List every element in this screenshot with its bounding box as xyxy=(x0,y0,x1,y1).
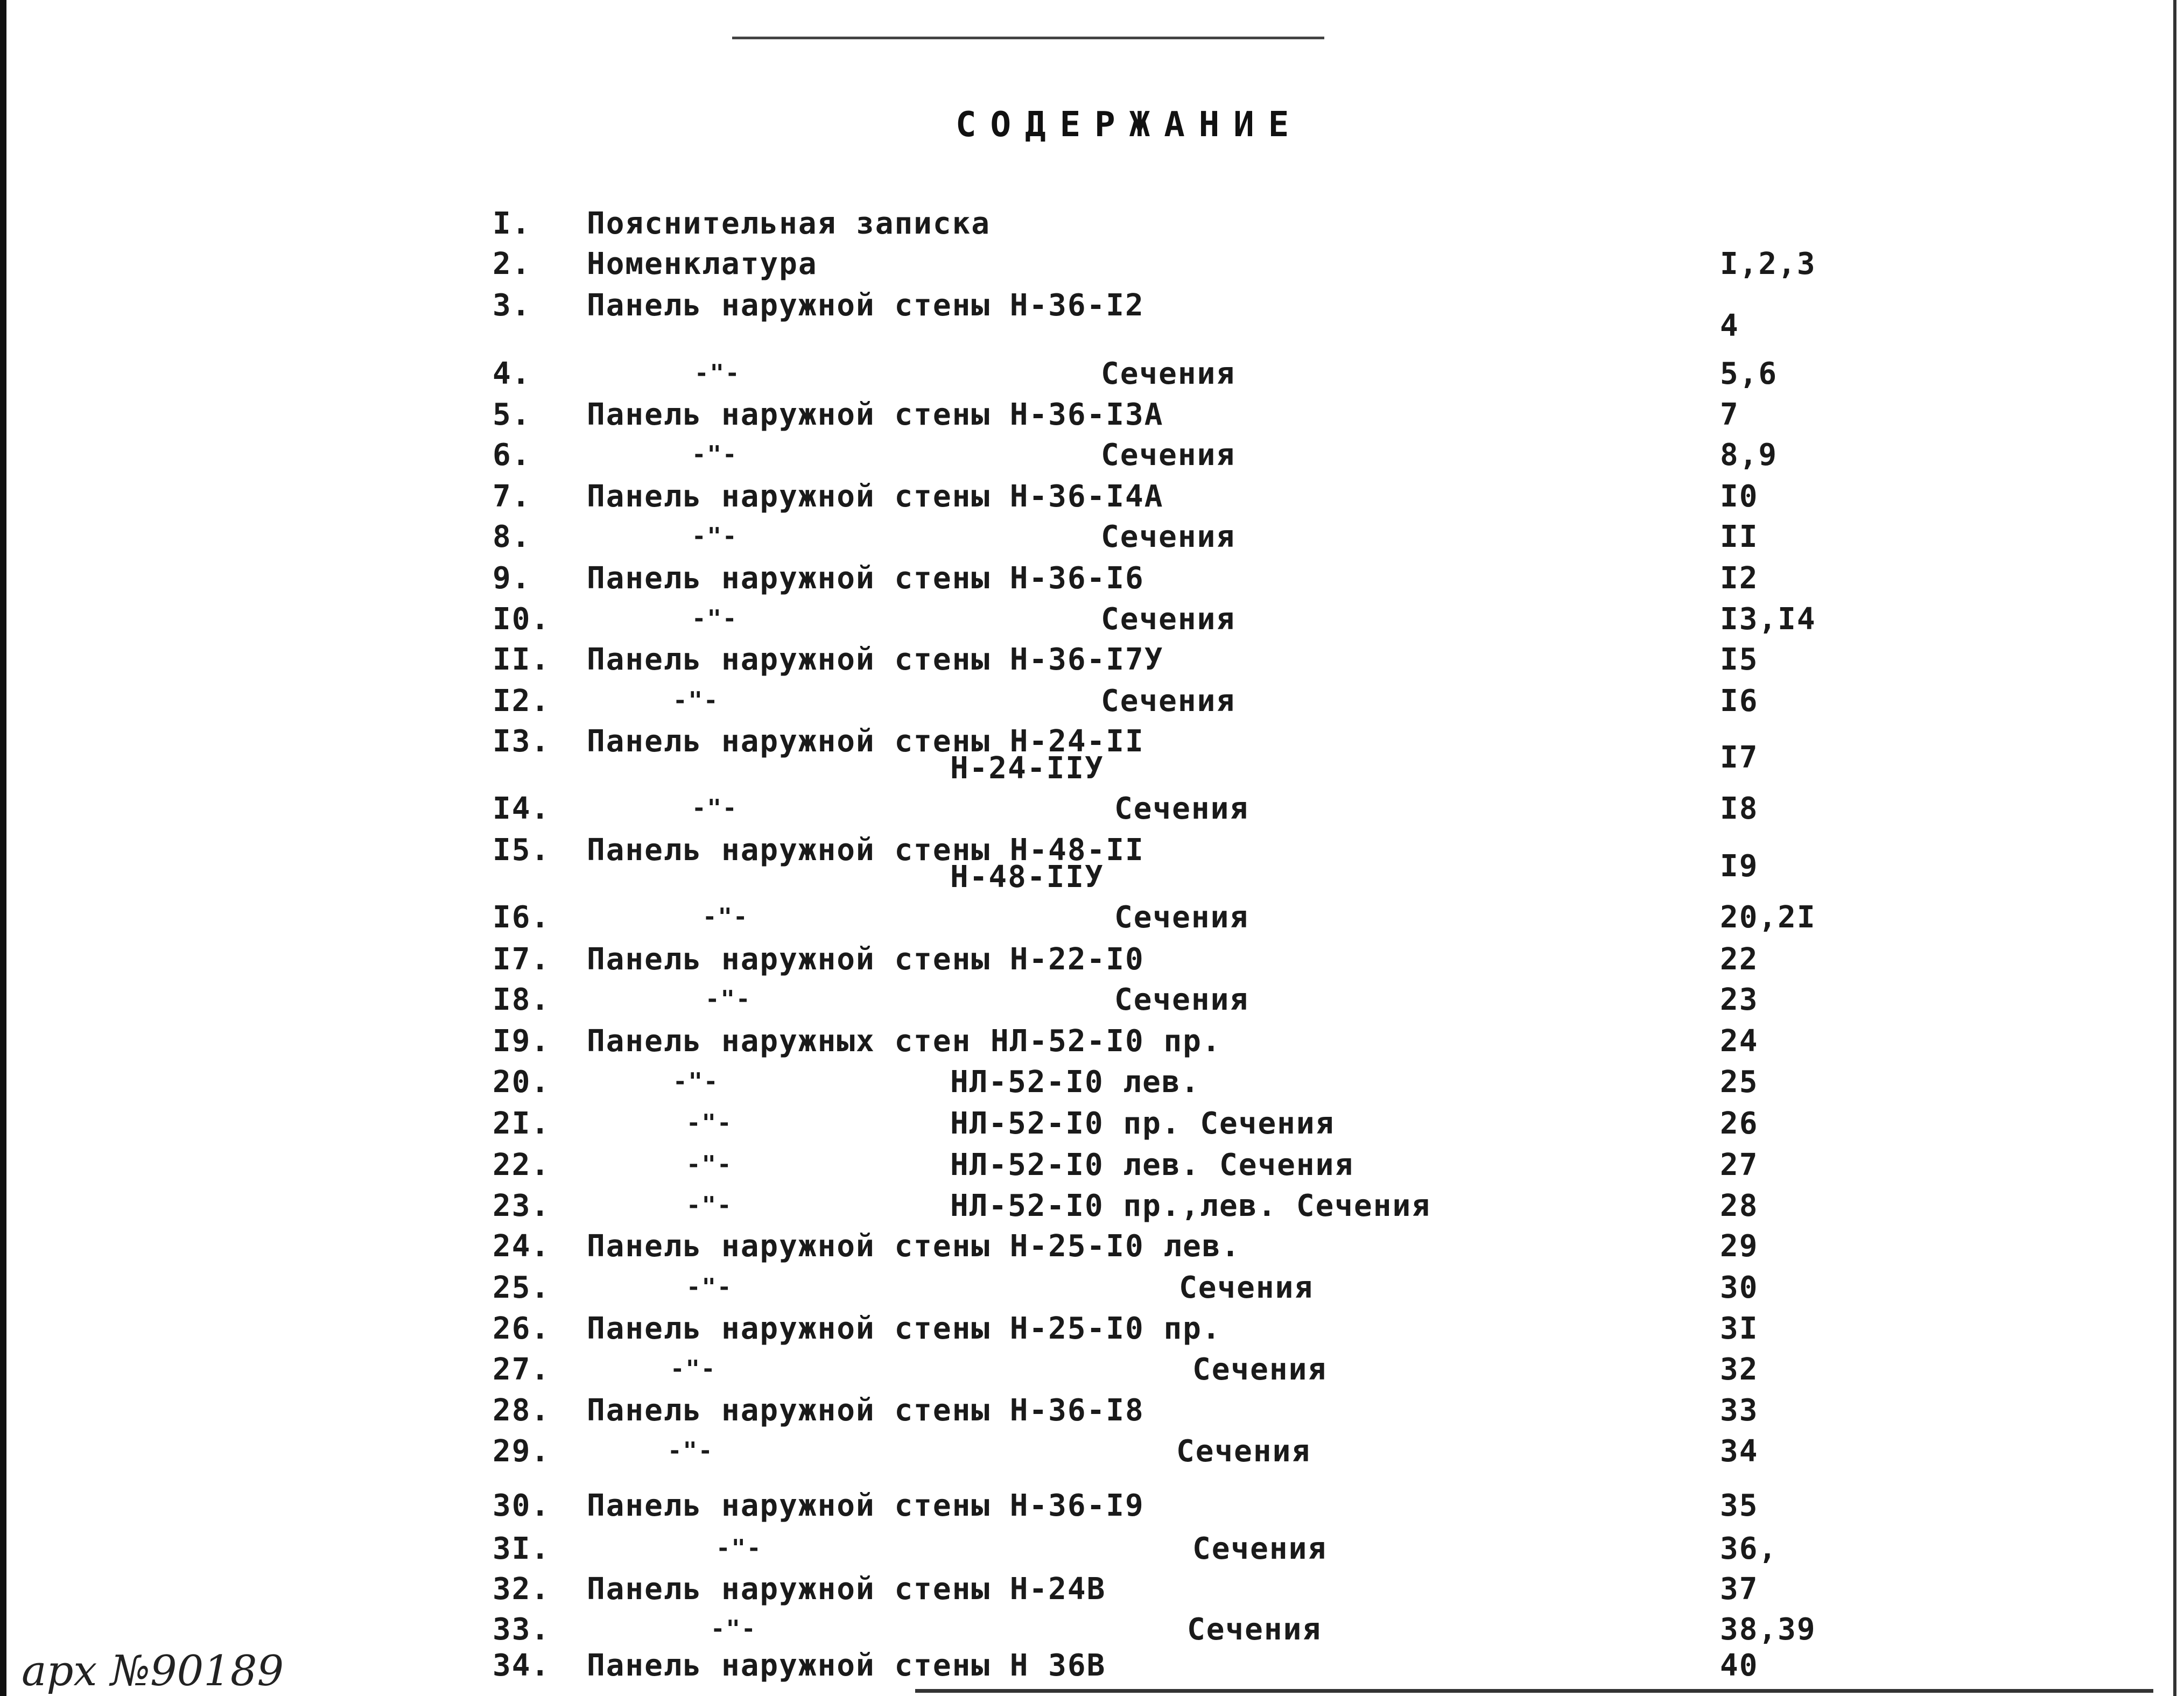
ditto-mark: -"- xyxy=(673,687,719,714)
toc-item-title: Панель наружной стены Н-25-I0 пр. xyxy=(587,1311,1221,1346)
toc-row xyxy=(0,900,2184,941)
toc-item-subtitle: Сечения xyxy=(1101,602,1236,637)
toc-item-title: Панель наружной стены Н-36-I7У xyxy=(587,642,1164,677)
ditto-mark: -"- xyxy=(694,360,741,387)
toc-item-subtitle: НЛ-52-I0 лев. Сечения xyxy=(950,1148,1354,1183)
toc-item-pages: I7 xyxy=(1720,740,1759,775)
toc-row xyxy=(0,206,2184,247)
toc-row xyxy=(0,724,2184,786)
toc-row xyxy=(0,288,2184,343)
toc-item-pages: I9 xyxy=(1720,849,1759,884)
toc-item-pages: 28 xyxy=(1720,1188,1759,1223)
toc-item-pages: 36, xyxy=(1720,1531,1778,1566)
toc-row xyxy=(0,1393,2184,1434)
toc-item-number: I7. xyxy=(493,942,551,977)
toc-item-pages: 34 xyxy=(1720,1434,1759,1469)
ditto-mark: -"- xyxy=(686,1192,733,1219)
toc-item-title: Панель наружной стены Н-36-I9 xyxy=(587,1488,1144,1523)
toc-row xyxy=(0,1612,2184,1653)
toc-item-number: 29. xyxy=(493,1434,551,1469)
toc-item-number: 3. xyxy=(493,288,531,323)
toc-item-pages: II xyxy=(1720,519,1759,554)
toc-item-pages: 4 xyxy=(1720,308,1739,343)
toc-item-number: II. xyxy=(493,642,551,677)
toc-item-pages: 25 xyxy=(1720,1065,1759,1100)
toc-row xyxy=(0,1229,2184,1270)
toc-item-pages: 23 xyxy=(1720,982,1759,1017)
toc-item-pages: I6 xyxy=(1720,684,1759,719)
toc-item-number: 7. xyxy=(493,479,531,514)
toc-item-pages: 38,39 xyxy=(1720,1612,1816,1647)
toc-item-title: Панель наружной стены Н-36-I2 xyxy=(587,288,1144,323)
ditto-mark: -"- xyxy=(686,1151,733,1178)
toc-item-title: Панель наружной стены Н-48-II xyxy=(587,833,1144,868)
toc-row xyxy=(0,1572,2184,1613)
toc-row xyxy=(0,1352,2184,1393)
toc-item-pages: 7 xyxy=(1720,397,1739,432)
toc-row xyxy=(0,602,2184,643)
toc-row xyxy=(0,438,2184,478)
toc-row xyxy=(0,356,2184,397)
toc-item-number: 23. xyxy=(493,1188,551,1223)
toc-item-subtitle: Сечения xyxy=(1101,438,1236,473)
toc-item-number: I5. xyxy=(493,833,551,868)
ditto-mark: -"- xyxy=(711,1615,757,1643)
toc-item-pages: 29 xyxy=(1720,1229,1759,1264)
toc-item-number: 30. xyxy=(493,1488,551,1523)
toc-item-pages: 22 xyxy=(1720,942,1759,977)
toc-item-pages: 37 xyxy=(1720,1572,1759,1607)
toc-item-title: Панель наружной стены Н-36-I8 xyxy=(587,1393,1144,1428)
page-title: СОДЕРЖАНИЕ xyxy=(956,105,1303,145)
toc-item-number: 28. xyxy=(493,1393,551,1428)
toc-item-subtitle: Сечения xyxy=(1192,1352,1328,1387)
toc-item-pages: 3I xyxy=(1720,1311,1759,1346)
toc-item-subtitle: Н-48-IIУ xyxy=(950,860,1104,895)
toc-item-pages: 5,6 xyxy=(1720,356,1778,391)
toc-item-number: 26. xyxy=(493,1311,551,1346)
toc-item-title: Пояснительная записка xyxy=(587,206,991,241)
toc-item-pages: 26 xyxy=(1720,1106,1759,1141)
toc-item-title: Панель наружной стены Н-36-I3А xyxy=(587,397,1164,432)
toc-row xyxy=(0,247,2184,287)
ditto-mark: -"- xyxy=(668,1437,714,1465)
toc-item-number: 8. xyxy=(493,519,531,554)
toc-item-subtitle: Сечения xyxy=(1179,1270,1314,1305)
toc-row xyxy=(0,397,2184,438)
toc-item-subtitle: Сечения xyxy=(1101,684,1236,719)
toc-item-title: Панель наружной стены Н 36В xyxy=(587,1648,1106,1683)
toc-item-number: I6. xyxy=(493,900,551,935)
toc-row xyxy=(0,1648,2184,1689)
toc-item-pages: 32 xyxy=(1720,1352,1759,1387)
toc-item-pages: I8 xyxy=(1720,791,1759,826)
toc-item-pages: I5 xyxy=(1720,642,1759,677)
toc-row xyxy=(0,684,2184,724)
ditto-mark: -"- xyxy=(673,1068,719,1095)
toc-item-number: I3. xyxy=(493,724,551,759)
toc-item-title: Панель наружной стены Н-25-I0 лев. xyxy=(587,1229,1241,1264)
toc-item-pages: I,2,3 xyxy=(1720,247,1816,282)
toc-item-number: 20. xyxy=(493,1065,551,1100)
toc-item-pages: I2 xyxy=(1720,561,1759,596)
toc-row xyxy=(0,1270,2184,1311)
toc-row xyxy=(0,1148,2184,1188)
toc-item-pages: 8,9 xyxy=(1720,438,1778,473)
archive-number-handwritten: арх №90189 xyxy=(22,1647,284,1695)
toc-item-subtitle: Сечения xyxy=(1114,900,1249,935)
toc-item-number: 33. xyxy=(493,1612,551,1647)
toc-row xyxy=(0,791,2184,832)
toc-item-number: 34. xyxy=(493,1648,551,1683)
toc-item-number: I0. xyxy=(493,602,551,637)
toc-item-subtitle: Сечения xyxy=(1101,356,1236,391)
toc-item-pages: 40 xyxy=(1720,1648,1759,1683)
ditto-mark: -"- xyxy=(692,605,738,632)
toc-item-number: 25. xyxy=(493,1270,551,1305)
toc-item-title: Панель наружных стен НЛ-52-I0 пр. xyxy=(587,1024,1221,1059)
toc-item-subtitle: Н-24-IIУ xyxy=(950,751,1104,786)
toc-item-pages: I3,I4 xyxy=(1720,602,1816,637)
toc-item-number: 27. xyxy=(493,1352,551,1387)
ditto-mark: -"- xyxy=(692,523,738,550)
toc-item-pages: 27 xyxy=(1720,1148,1759,1183)
ditto-mark: -"- xyxy=(705,986,752,1013)
toc-item-number: 9. xyxy=(493,561,531,596)
toc-item-pages: I0 xyxy=(1720,479,1759,514)
toc-item-subtitle: Сечения xyxy=(1114,982,1249,1017)
toc-row xyxy=(0,1311,2184,1352)
toc-row xyxy=(0,1065,2184,1106)
toc-row xyxy=(0,942,2184,983)
toc-row xyxy=(0,642,2184,683)
toc-item-number: 3I. xyxy=(493,1531,551,1566)
toc-item-subtitle: НЛ-52-I0 пр. Сечения xyxy=(950,1106,1335,1141)
toc-item-subtitle: Сечения xyxy=(1187,1612,1322,1647)
toc-item-number: I2. xyxy=(493,684,551,719)
toc-row xyxy=(0,1531,2184,1572)
toc-item-number: I4. xyxy=(493,791,551,826)
top-rule xyxy=(732,37,1324,39)
toc-row xyxy=(0,519,2184,560)
toc-item-subtitle: Сечения xyxy=(1101,519,1236,554)
toc-item-number: 32. xyxy=(493,1572,551,1607)
toc-row xyxy=(0,1488,2184,1529)
toc-item-number: 4. xyxy=(493,356,531,391)
toc-item-number: I. xyxy=(493,206,531,241)
ditto-mark: -"- xyxy=(692,441,738,468)
toc-item-subtitle: НЛ-52-I0 лев. xyxy=(950,1065,1200,1100)
toc-item-number: 2I. xyxy=(493,1106,551,1141)
toc-item-pages: 30 xyxy=(1720,1270,1759,1305)
toc-item-subtitle: Сечения xyxy=(1176,1434,1311,1469)
ditto-mark: -"- xyxy=(670,1355,717,1383)
toc-item-subtitle: НЛ-52-I0 пр.,лев. Сечения xyxy=(950,1188,1431,1223)
toc-item-number: I8. xyxy=(493,982,551,1017)
toc-item-pages: 35 xyxy=(1720,1488,1759,1523)
bottom-rule xyxy=(915,1689,2153,1693)
toc-row xyxy=(0,479,2184,520)
toc-row xyxy=(0,1188,2184,1229)
ditto-mark: -"- xyxy=(716,1535,762,1562)
toc-item-number: I9. xyxy=(493,1024,551,1059)
toc-item-title: Панель наружной стены Н-24-II xyxy=(587,724,1144,759)
toc-item-subtitle: Сечения xyxy=(1114,791,1249,826)
toc-row xyxy=(0,1024,2184,1065)
toc-item-number: 6. xyxy=(493,438,531,473)
toc-item-number: 5. xyxy=(493,397,531,432)
toc-row xyxy=(0,1106,2184,1147)
ditto-mark: -"- xyxy=(703,903,749,931)
toc-row xyxy=(0,982,2184,1023)
toc-item-title: Панель наружной стены Н-22-I0 xyxy=(587,942,1144,977)
toc-item-title: Панель наружной стены Н-36-I6 xyxy=(587,561,1144,596)
ditto-mark: -"- xyxy=(686,1273,733,1301)
toc-item-pages: 33 xyxy=(1720,1393,1759,1428)
toc-item-number: 22. xyxy=(493,1148,551,1183)
toc-item-subtitle: Сечения xyxy=(1192,1531,1328,1566)
toc-row xyxy=(0,561,2184,602)
toc-item-number: 2. xyxy=(493,247,531,282)
toc-item-title: Панель наружной стены Н-36-I4А xyxy=(587,479,1164,514)
toc-item-title: Панель наружной стены Н-24В xyxy=(587,1572,1106,1607)
ditto-mark: -"- xyxy=(692,794,738,822)
toc-item-pages: 20,2I xyxy=(1720,900,1816,935)
toc-row xyxy=(0,1434,2184,1475)
toc-item-title: Номенклатура xyxy=(587,247,818,282)
toc-row xyxy=(0,833,2184,895)
ditto-mark: -"- xyxy=(686,1109,733,1137)
toc-item-pages: 24 xyxy=(1720,1024,1759,1059)
toc-item-number: 24. xyxy=(493,1229,551,1264)
